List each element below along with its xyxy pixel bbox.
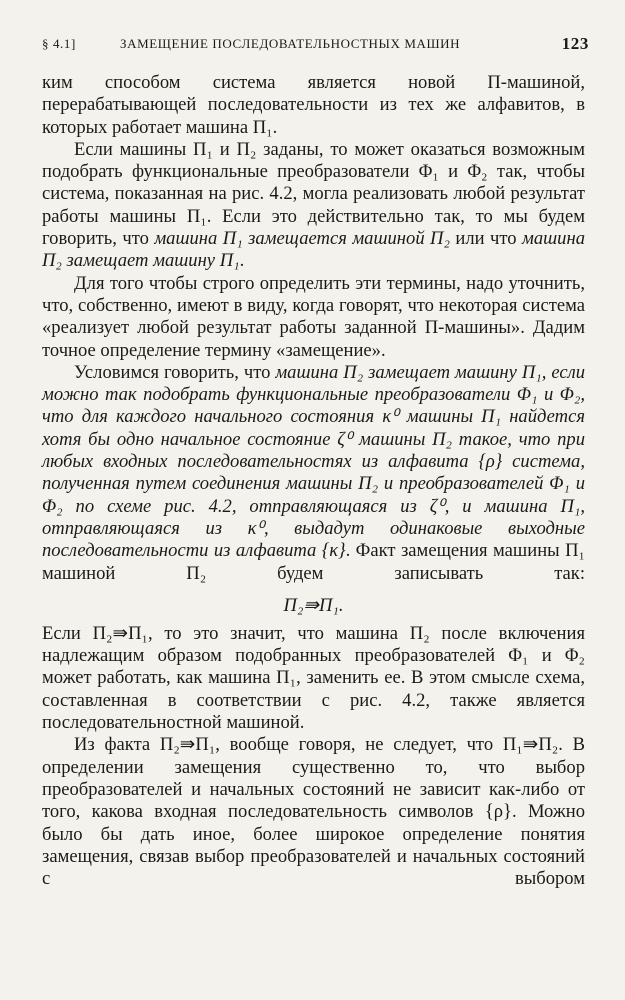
paragraph-2-end: . (239, 250, 245, 272)
paragraph-6: Из факта П₂⇛П₁, вообще говоря, не следует, что П₁⇛П₂. В определении замещения существенно то, что выбор преобразователей и начальных состояний не зависит как-либо от того, какова входная последовательность символов {ρ}. Можно было бы дать иное, более широкое определение понятия замещения, связав выбор преобразователей и начальных состояний с выбором (42, 734, 585, 890)
formula-substitution: П₂⇛П₁. (283, 594, 344, 616)
running-header (42, 34, 589, 56)
paragraph-2-term-2: машина П₂ замещает машину П₁ (42, 228, 585, 272)
paragraph-5: Если П₂⇛П₁, то это значит, что машина П₂ после включения надлежащим образом подобранных преобразователей Φ₁ и Φ₂ может работать, как машина П₁, заменить ее. В этом смысле схема, составленная в соответствии с рис. 4.2, также является последовательностной машиной. (42, 622, 585, 734)
paragraph-2-connector: или что (449, 228, 522, 250)
running-title: ЗАМЕЩЕНИЕ ПОСЛЕДОВАТЕЛЬНОСТНЫХ МАШИН (120, 36, 461, 51)
paragraph-4-tail: . Факт замещения машины П₁ машиной П₂ будем записывать так: (42, 540, 585, 584)
paragraph-2-term-1: машина П₁ замещается машиной П₂ (154, 228, 450, 250)
page-number: 123 (561, 34, 589, 53)
paragraph-2-text: Если машины П₁ и П₂ заданы, то может оказаться возможным подобрать функциональные преобразователи Φ₁ и Φ₂ так, чтобы система, показанная на рис. 4.2, могла реализовать любой результат работы машины П₁. Если это действительно так, то мы будем говорить, что (42, 138, 585, 250)
section-number: § 4.1] (42, 36, 76, 51)
paragraph-4-lead: Условимся говорить, что (74, 361, 276, 383)
paragraph-3: Для того чтобы строго определить эти термины, надо уточнить, что, собственно, имеют в виду, когда говорят, что некоторая система «реализует любой результат работы заданной П-машины». Дадим точное определение термину «замещение». (42, 272, 585, 361)
body-text (42, 72, 585, 890)
paragraph-2 (42, 139, 585, 273)
paragraph-4 (42, 362, 585, 585)
definition-text: машина П₂ замещает машину П₁, если можно так подобрать функциональные преобразователи Φ₁ и Φ₂, что для каждого начального состояния κ⁰ машины П₁ найдется хотя бы одно начальное состояние ζ⁰ машины П₂ такое, что при любых входных последовательностях из алфавита {ρ} система, полученная путем соединения машины П₂ и преобразователей Φ₁ и Φ₂ по схеме рис. 4.2, отправляющаяся из ζ⁰, и машина П₁, отправляющаяся из κ⁰, выдадут одинаковые выходные последовательности из алфавита {κ} (42, 361, 585, 562)
paragraph-1: ким способом система является новой П-машиной, перерабатывающей последовательности из тех же алфавитов, в которых работает машина П₁. (42, 72, 585, 138)
